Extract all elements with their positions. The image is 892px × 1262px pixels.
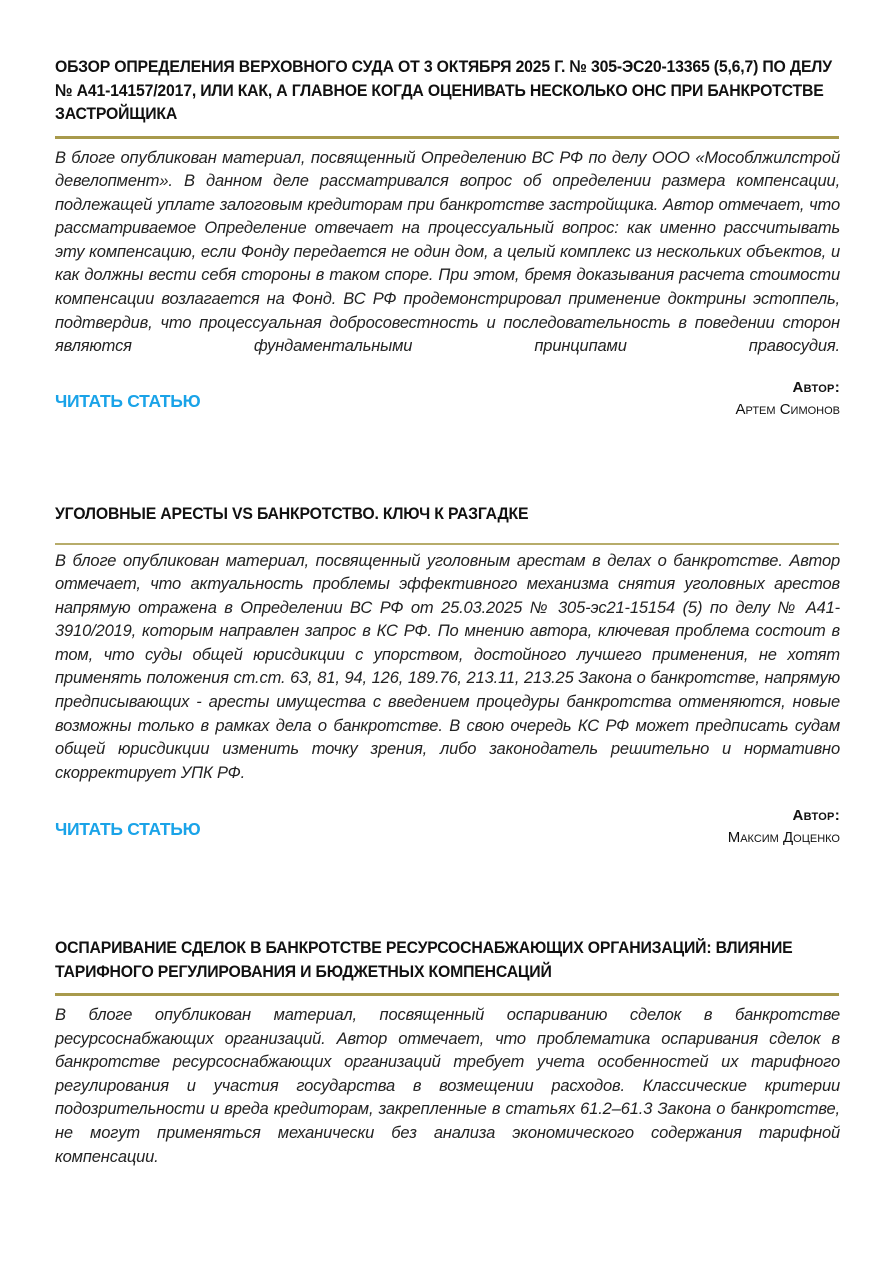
read-article-link[interactable]: ЧИТАТЬ СТАТЬЮ bbox=[55, 819, 201, 840]
article-card bbox=[55, 55, 840, 423]
article-footer bbox=[55, 805, 840, 851]
article-title: ОСПАРИВАНИЕ СДЕЛОК В БАНКРОТСТВЕ РЕСУРСОСНАБЖАЮЩИХ ОРГАНИЗАЦИЙ: ВЛИЯНИЕ ТАРИФНОГО РЕГУЛИРОВАНИЯ И БЮДЖЕТНЫХ КОМПЕНСАЦИЙ bbox=[55, 938, 793, 981]
gold-divider bbox=[55, 543, 839, 545]
article-card bbox=[55, 502, 840, 851]
read-article-link[interactable]: ЧИТАТЬ СТАТЬЮ bbox=[55, 390, 201, 411]
gold-divider bbox=[55, 993, 839, 996]
author-label: Автор: bbox=[792, 378, 840, 396]
author-name: Максим Доценко bbox=[727, 829, 840, 847]
article-summary: В блоге опубликован материал, посвященный оспариванию сделок в банкротстве ресурсоснабжающих организаций. Автор отмечает, что проблематика оспаривания сделок в банкротстве ресурсоснабжающих организаций требует учета особенностей их тарифного регулирования и участия государства в возмещении расходов. Классические критерии подозрительности и вреда кредиторам, закрепленные в статьях 61.2–61.3 Закона о банкротстве, не могут применяться механически без анализа экономического содержания тарифной компенсации. bbox=[55, 1006, 840, 1166]
article-title: УГОЛОВНЫЕ АРЕСТЫ VS БАНКРОТСТВО. КЛЮЧ К РАЗГАДКЕ bbox=[55, 504, 529, 523]
author-name: Артем Симонов bbox=[735, 400, 840, 418]
article-summary: В блоге опубликован материал, посвященный Определению ВС РФ по делу ООО «Мособлжилстрой девелопмент». В данном деле рассматривался вопрос об определении размера компенсации, подлежащей уплате залоговым кредиторам при банкротстве застройщика. Автор отмечает, что рассматриваемое Определение отвечает на процессуальный вопрос: как именно рассчитывать эту компенсацию, если Фонду передается не один дом, а целый комплекс из нескольких объектов, и как должны вести себя стороны в таком споре. При этом, бремя доказывания расчета стоимости компенсации возлагается на Фонд. ВС РФ продемонстрировал применение доктрины эстоппель, подтвердив, что процессуальная добросовестность и последовательность в поведении сторон являются фундаментальными принципами правосудия. bbox=[55, 148, 840, 356]
author-label: Автор: bbox=[792, 807, 840, 825]
article-summary: В блоге опубликован материал, посвященный уголовным арестам в делах о банкротстве. Автор отмечает, что актуальность проблемы эффективного механизма снятия уголовных арестов напрямую отражена в Определении ВС РФ от 25.03.2025 № 305-эс21-15154 (5) по делу № А41-3910/2019, которым направлен запрос в КС РФ. По мнению автора, ключевая проблема состоит в том, что суды общей юрисдикции с упорством, достойного лучшего применения, не хотят применять положения ст.ст. 63, 81, 94, 126, 189.76, 213.11, 213.25 Закона о банкротстве, напрямую предписывающих - аресты имущества с введением процедуры банкротства отменяются, новые возможны только в рамках дела о банкротстве. В свою очередь КС РФ может предписать судам общей юрисдикции изменить точку зрения, либо законодатель решительно и нормативно скорректирует УПК РФ. bbox=[55, 551, 840, 782]
article-title: ОБЗОР ОПРЕДЕЛЕНИЯ ВЕРХОВНОГО СУДА ОТ 3 ОКТЯБРЯ 2025 Г. № 305-ЭС20-13365 (5,6,7) ПО ДЕЛУ № А41-14157/2017, ИЛИ КАК, А ГЛАВНОЕ КОГДА ОЦЕНИВАТЬ НЕСКОЛЬКО ОНС ПРИ БАНКРОТСТВЕ ЗАСТРОЙЩИКА bbox=[55, 57, 832, 123]
author-block bbox=[735, 377, 840, 422]
author-block bbox=[728, 805, 840, 850]
article-footer bbox=[55, 377, 840, 423]
article-card bbox=[55, 936, 840, 1169]
gold-divider bbox=[55, 136, 839, 139]
